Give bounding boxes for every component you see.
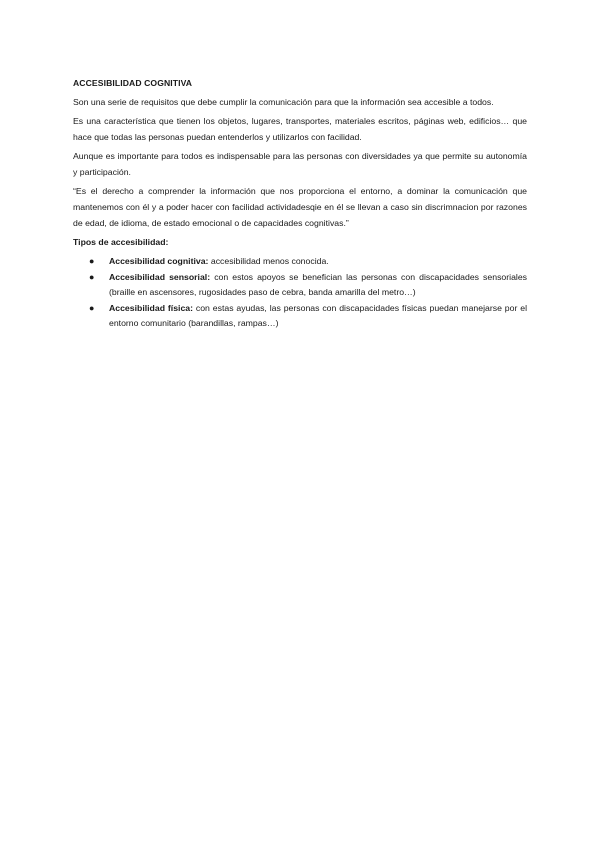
document-page [73,78,527,332]
list-item-term: Accesibilidad cognitiva: [109,256,209,266]
bullet-icon: ● [89,256,95,266]
list-item-term: Accesibilidad sensorial: [109,272,211,282]
list-item-physical [73,301,527,331]
paragraph-definition: Son una serie de requisitos que debe cumplir la comunicación para que la información sea accesible a todos. [73,97,494,107]
paragraph-characteristic: Es una característica que tienen los objetos, lugares, transportes, materiales escritos, páginas web, edificios… que hace que todas las personas puedan entenderlos y utilizarlos con facilidad. [73,116,527,142]
paragraph-importance: Aunque es importante para todos es indispensable para las personas con diversidades ya que permite su autonomía y participación. [73,151,527,177]
document-title: ACCESIBILIDAD COGNITIVA [73,78,193,88]
bullet-icon: ● [89,303,95,313]
paragraph-quote: “Es el derecho a comprender la información que nos proporciona el entorno, a dominar la comunicación que mantenemos con él y a poder hacer con facilidad actividadesqie en él se llevan a caso sin discrimnacion por razones de edad, de idioma, de estado emocional o de capacidades cognitivas.” [73,186,527,228]
bullet-icon: ● [89,272,95,282]
list-item-text: accesibilidad menos conocida. [208,256,329,266]
list-item-text: con estos apoyos se benefician las personas con discapacidades sensoriales (braille en ascensores, rugosidades paso de cebra, banda amarilla del metro…) [109,272,528,297]
list-item-text: con estas ayudas, las personas con discapacidades físicas puedan manejarse por el entorno comunitario (barandillas, rampas…) [109,303,528,328]
list-item-sensory [73,270,527,300]
types-heading: Tipos de accesibilidad: [73,237,169,247]
list-item-cognitive [73,254,527,269]
list-item-term: Accesibilidad física: [109,303,193,313]
types-list [73,254,527,331]
